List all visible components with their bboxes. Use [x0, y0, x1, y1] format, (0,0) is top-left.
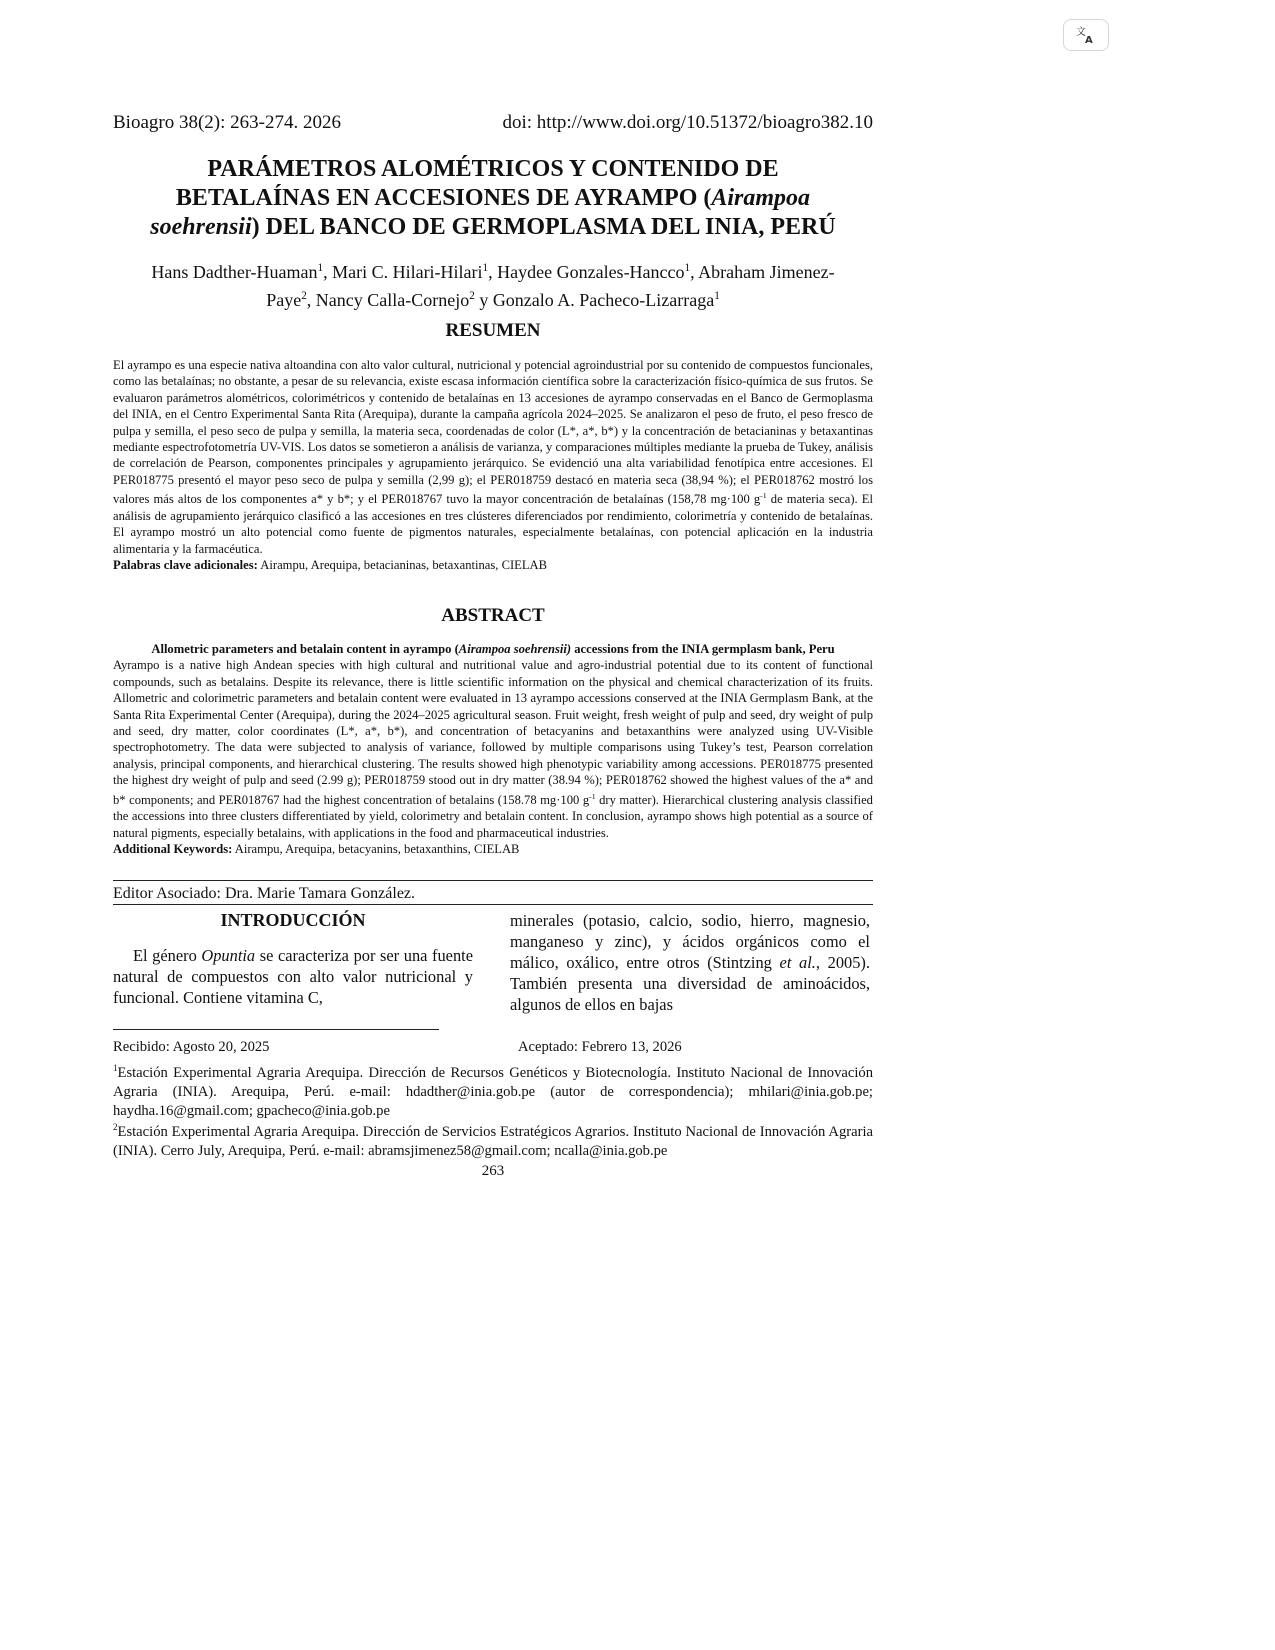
divider-line: [113, 880, 873, 881]
intro-left-column: [113, 910, 473, 1008]
resumen-keywords: Airampu, Arequipa, betacianinas, betaxantinas, CIELAB: [257, 558, 548, 573]
translate-button[interactable]: [1063, 19, 1109, 51]
intro-heading: INTRODUCCIÓN: [220, 910, 366, 930]
svg-text:A: A: [1085, 35, 1093, 45]
abstract-heading: ABSTRACT: [441, 605, 545, 626]
paper-title: PARÁMETROS ALOMÉTRICOS Y CONTENIDO DE BETALAÍNAS EN ACCESIONES DE AYRAMPO (Airampoa soehrensii) DEL BANCO DE GERMOPLASMA DEL INIA, PERÚ: [150, 156, 836, 240]
associate-editor: Editor Asociado: Dra. Marie Tamara González.: [113, 885, 416, 902]
accepted-date: Aceptado: Febrero 13, 2026: [518, 1039, 682, 1055]
abstract-text: Allometric parameters and betalain content in ayrampo (Airampoa soehrensii) accessions from the INIA germplasm bank, Peru Ayrampo is a native high Andean species with high cultural and nutritional value and agro-industrial potential due to its content of functional compounds, such as betalains. Despite its relevance, there is little scientific information on the physical and chemical characterization of its fruits. Allometric and colorimetric parameters and betalain content were evaluated in 13 ayrampo accessions conserved at the INIA Germplasm Bank, at the Santa Rita Experimental Center (Arequipa), during the 2024–2025 agricultural season. Fruit weight, fresh weight of pulp and seed, dry weight of pulp and seed, dry matter, color coordinates (L*, a*, b*), and concentration of betacyanins and betaxanthins were analyzed using UV-Visible spectrophotometry. The data were subjected to analysis of variance, followed by multiple comparisons using Tukey’s test, Pearson correlation analysis, principal components, and hierarchical clustering. The results showed high phenotypic variability among accessions. PER018775 presented the highest dry weight of pulp and seed (2.99 g); PER018759 stood out in dry matter (38.94 %); PER018762 showed the highest values of the a* and b* components; and PER018767 had the highest concentration of betalains (158.78 mg·100 $g^{-1}$ dry matter). Hierarchical clustering analysis classified the accessions into three clusters differentiated by yield, colorimetry and betalain content. In conclusion, ayrampo shows high potential as a source of natural pigments, especially betalains, with applications in the food and pharmaceutical industries. Additional Keywords: Airampu, Arequipa, betacyanins, betaxanthins, CIELAB: [113, 642, 873, 857]
page-number: 263: [481, 1163, 505, 1179]
abstract-keywords-label: Additional Keywords:: [113, 842, 233, 857]
resumen-keywords-label: Palabras clave adicionales:: [113, 558, 258, 573]
translate-icon: [1075, 25, 1097, 45]
affiliation-2: $^2$Estación Experimental Agraria Arequipa. Dirección de Servicios Estratégicos Agrarios. Instituto Nacional de Innovación Agraria (INIA). Cerro July, Arequipa, Perú. e-mail: abramsjimenez58@gmail.com; ncalla@inia.gob.pe: [113, 1122, 873, 1159]
resumen-heading: RESUMEN: [445, 320, 541, 341]
english-title: Allometric parameters and betalain content in ayrampo (Airampoa soehrensii) accessions from the INIA germplasm bank, Peru: [151, 642, 835, 656]
footnote-rule: [113, 1029, 439, 1030]
author-list: Hans Dadther-Huaman$^1$, Mari C. Hilari-Hilari$^1$, Haydee Gonzales-Hancco$^1$, Abraham Jimenez- Paye$^2$, Nancy Calla-Cornejo$^2$ y Gonzalo A. Pacheco-Lizarraga$^1$: [151, 262, 835, 310]
journal-citation: Bioagro 38(2): 263-274. 2026: [113, 112, 341, 133]
affiliation-1: $^1$Estación Experimental Agraria Arequipa. Dirección de Recursos Genéticos y Biotecnología. Instituto Nacional de Innovación Agraria (INIA). Arequipa, Perú. e-mail: hdadther@inia.gob.pe (autor de correspondencia); mhilari@inia.gob.pe; haydha.16@gmail.com; gpacheco@inia.gob.pe: [113, 1063, 873, 1119]
resumen-text: El ayrampo es una especie nativa altoandina con alto valor cultural, nutricional y potencial agroindustrial por su contenido de compuestos funcionales, como las betalaínas; no obstante, a pesar de su relevancia, existe escasa información científica sobre la caracterización físico-química de sus frutos. Se evaluaron parámetros alométricos, colorimétricos y contenido de betalaínas en 13 accesiones de ayrampo conservadas en el Banco de Germoplasma del INIA, en el Centro Experimental Santa Rita (Arequipa), durante la campaña agrícola 2024–2025. Se analizaron el peso de fruto, el peso fresco de pulpa y semilla, el peso seco de pulpa y semilla, la materia seca, coordenadas de color (L*, a*, b*) y la concentración de betacianinas y betaxantinas mediante espectrofotometría UV-VIS. Los datos se sometieron a análisis de varianza, y comparaciones múltiples mediante la prueba de Tukey, análisis de correlación de Pearson, componentes principales y agrupamiento jerárquico. Se evidenció una alta variabilidad fenotípica entre accesiones. El PER018775 presentó el mayor peso seco de pulpa y semilla (2,99 g); el PER018759 destacó en materia seca (38,94 %); el PER018762 mostró los valores más altos de los componentes a* y b*; y el PER018767 tuvo la mayor concentración de betalaínas (158,78 mg·100 $g^{-1}$ de materia seca). El análisis de agrupamiento jerárquico clasificó a las accesiones en tres clústeres diferenciados por rendimiento, colorimetría y contenido de betalaínas. El ayrampo mostró un alto potencial como fuente de pigmentos naturales, especialmente betalaínas, con potencial aplicación en la industria alimentaria y la farmacéutica. Palabras clave adicionales: Airampu, Arequipa, betacianinas, betaxantinas, CIELAB: [113, 358, 873, 573]
svg-text:文: 文: [1076, 27, 1086, 38]
intro-right-column: minerales (potasio, calcio, sodio, hierro, magnesio, manganeso y zinc), y ácidos orgánicos como el málico, oxálico, entre otros (Stintzing et al., 2005). También presenta una diversidad de aminoácidos, algunos de ellos en bajas: [510, 911, 870, 1014]
intro-paragraph: El género Opuntia se caracteriza por ser una fuente natural de compuestos con alto valor nutricional y funcional. Contiene vitamina C,: [113, 946, 473, 1007]
abstract-keywords: Airampu, Arequipa, betacyanins, betaxanthins, CIELAB: [232, 842, 520, 857]
divider-line: [113, 904, 873, 905]
received-date: Recibido: Agosto 20, 2025: [113, 1039, 270, 1055]
submission-dates: [113, 1039, 873, 1056]
doi-link[interactable]: doi: http://www.doi.org/10.51372/bioagro382.10: [502, 112, 873, 133]
